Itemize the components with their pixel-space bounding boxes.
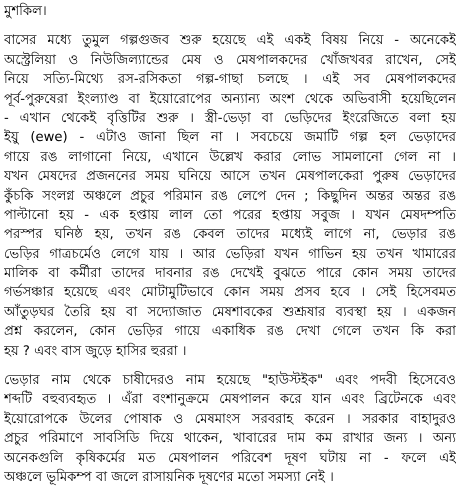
- document-page: [4, 2, 456, 485]
- paragraph-1-line-11: পরস্পর ঘনিষ্ঠ হয়, তখন রঙ কেবল তাদের মধ্যেই লাগে না, ভেড়ার রঙ: [4, 227, 456, 243]
- paragraph-1: [4, 31, 456, 361]
- paragraph-1-line-14: গর্ভসঞ্চার হয়েছে এবং মোটামুটিভাবে কোন সময় প্রসব হবে । সেই হিসেবমত: [4, 285, 456, 301]
- paragraph-2-line-6: অঞ্চলে ভূমিকম্প বা জলে রাসায়নিক দূষণের মতো সমস্যা নেই ।: [4, 469, 334, 485]
- paragraph-1-line-16: প্রশ্ন করলেন, কোন ভেড়ির গায়ে একাধিক রঙ দেখা গেলে তখন কি করা: [4, 324, 456, 340]
- paragraph-1-line-9: কুঁচকি সংলগ্ন অঞ্চলে প্রচুর পরিমান রঙ লেপে দেন ; কিছুদিন অন্তর অন্তর রঙ: [4, 188, 456, 204]
- paragraph-1-line-6: ইয়ু (ewe) - এটাও জানা ছিল না । সবচেয়ে জমাটি গল্প হল ভেড়াদের: [4, 130, 456, 146]
- paragraph-1-line-1: বাসের মধ্যে তুমুল গল্পগুজব শুরু হয়েছে এই একই বিষয় নিয়ে - অনেকেই: [4, 33, 456, 49]
- paragraph-1-line-12: ভেড়ির গাত্রচর্মেও লেগে যায় । আর ভেড়িরা যখন গাভিন হয় তখন খামারের: [4, 246, 456, 262]
- paragraph-1-line-17: হয় ? এবং বাস জুড়ে হাসির হুররা ।: [4, 343, 187, 359]
- paragraph-2: [4, 371, 456, 487]
- paragraph-1-line-2: অস্ট্রেলিয়া ও নিউজিল্যান্ডের মেষ ও মেষপালকদের খোঁজখবর রাখেন, সেই: [4, 52, 456, 68]
- paragraph-2-line-2: শব্দটি বহুব্যবহৃত । এঁরা বংশানুক্রমে মেষপালন করে যান এবং ব্রিটেনকে এবং: [4, 392, 456, 408]
- paragraph-1-line-7: গায়ে রঙ লাগানো নিয়ে, এখানে উল্লেখ করার লোভ সামলানো গেল না ।: [4, 149, 456, 165]
- paragraph-2-line-4: প্রচুর পরিমাণে সাবসিডি দিয়ে থাকেন, খাবারের দাম কম রাখার জন্য । অন্য: [4, 431, 456, 447]
- paragraph-fragment: মুশকিল।: [4, 4, 47, 19]
- paragraph-2-line-1: ভেড়ার নাম থেকে চাষীদেরও নাম হয়েছে "হাউস্টইক" এবং পদবী হিসেবেও: [4, 373, 456, 389]
- paragraph-1-line-5: - এখান থেকেই বৃত্তিটির শুরু । স্ত্রী-ভেড়া বা ভেড়িদের ইংরেজিতে বলা হয়: [4, 110, 456, 126]
- paragraph-1-line-10: পাল্টানো হয় - এক হপ্তায় লাল তো পরের হপ্তায় সবুজ । যখন মেষদম্পতি: [4, 207, 456, 223]
- paragraph-1-line-15: আঁতুড়ঘর তৈরি হয় বা সদ্যোজাত মেষশাবকের শুশ্রূষার ব্যবস্থা হয় । একজন: [4, 304, 456, 320]
- paragraph-1-line-3: নিয়ে সত্যি-মিথ্যে রস-রসিকতা গল্প-গাছা চলছে । এই সব মেষপালকদের: [4, 72, 456, 88]
- paragraph-1-line-8: যখন মেষদের প্রজননের সময় ঘনিয়ে আসে তখন মেষপালকেরা পুরুষ ভেড়াদের: [4, 169, 456, 185]
- paragraph-2-line-3: ইয়োরোপকে উলের পোষাক ও মেষমাংস সরবরাহ করেন । সরকার বাহাদুরও: [4, 411, 456, 427]
- paragraph-1-line-13: মালিক বা কর্মীরা তাদের দাবনার রঙ দেখেই বুঝতে পারে কোন সময় তাদের: [4, 266, 456, 282]
- paragraph-1-line-4: পূর্ব-পুরুষেরা ইংল্যাণ্ড বা ইয়োরোপের অন্যান্য অংশ থেকে অভিবাসী হয়েছিলেন: [4, 91, 456, 107]
- paragraph-gap: [4, 361, 456, 371]
- paragraph-gap: [4, 21, 456, 31]
- paragraph-2-line-5: অনেকগুলি কৃষিকর্মের মত মেষপালন পরিবেশ দূষণ ঘটায় না - ফলে এই: [4, 450, 456, 466]
